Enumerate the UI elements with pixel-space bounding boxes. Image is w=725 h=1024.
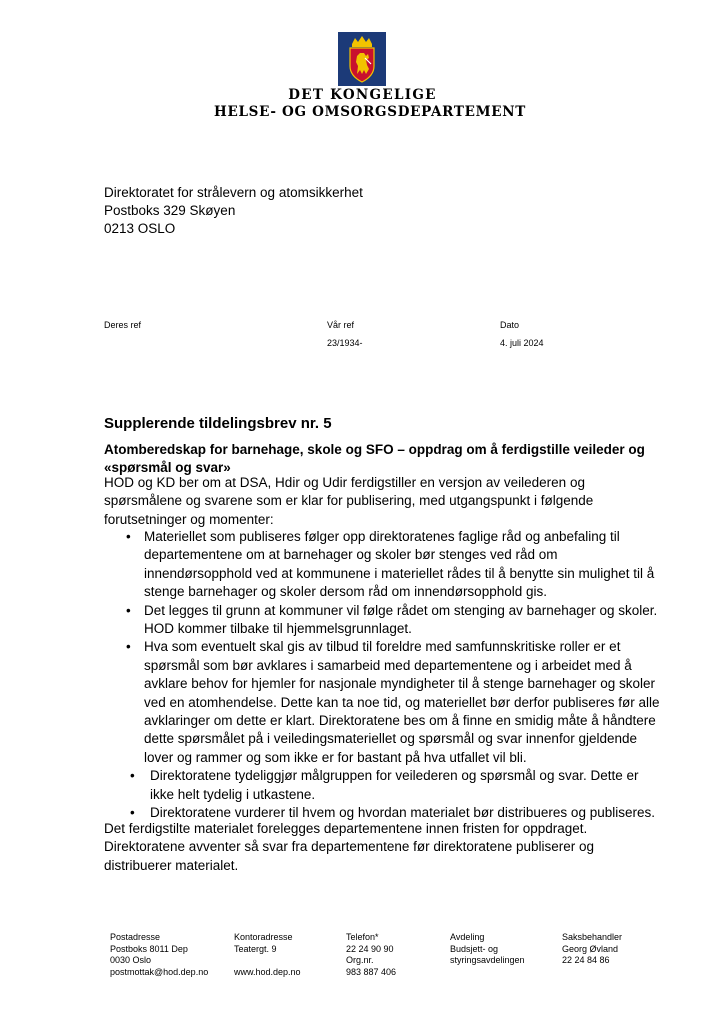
footer-label: Telefon* [346,932,379,942]
recipient-name: Direktoratet for strålevern og atomsikkerhet [104,185,363,200]
footer-case-officer: Saksbehandler Georg Øvland 22 24 84 86 [562,932,623,965]
footer-label: Avdeling [450,932,485,942]
footer-label: Saksbehandler [562,932,623,942]
list-item: • Direktoratene tydeliggjør målgruppen for veilederen og spørsmål og svar. Dette er ikke helt tydelig i utkastene. [104,767,664,804]
recipient-postbox: Postboks 329 Skøyen [104,203,236,218]
recipient-postcode: 0213 OSLO [104,221,176,236]
letter-title: Supplerende tildelingsbrev nr. 5 [104,415,332,432]
your-ref-label: Deres ref [104,320,142,330]
footer-phone: Telefon* 22 24 90 90 Org.nr. 983 887 406 [346,932,397,977]
footer-label: Kontoradresse [234,932,293,942]
letter-closing: Det ferdigstilte materialet forelegges departementene innen fristen for oppdraget. Direktoratene avventer så svar fra departementene før direktoratene publiserer og distribuerer materialet. [104,821,595,873]
footer-website: www.hod.dep.no [234,966,301,977]
footer-label: Postadresse [110,932,161,942]
requirements-list [104,528,664,823]
list-item: • Materiellet som publiseres følger opp direktoratenes faglige råd og anbefaling til departementene om at barnehager og skoler bør stenges ved råd om innendørsopphold ved at kommunene i materiellet rådes til å benytte sin mulighet til å stenge barnehager og skoler dersom råd om innendørsopphold gis. [104,528,664,602]
date-value: 4. juli 2024 [500,338,544,348]
list-item: • Direktoratene vurderer til hvem og hvordan materialet bør distribueres og publiseres. [104,804,664,822]
footer-department: Avdeling Budsjett- og styringsavdelingen [450,932,525,965]
our-ref-label: Vår ref [327,320,355,330]
our-ref-value: 23/1934- [327,338,363,348]
footer-email: postmottak@hod.dep.no [110,966,209,977]
norwegian-coat-of-arms-icon [338,32,386,86]
list-item: • Det legges til grunn at kommuner vil følge rådet om stenging av barnehager og skoler. HOD kommer tilbake til hjemmelsgrunnlaget. [104,602,664,639]
letter-subtitle: Atomberedskap for barnehage, skole og SFO – oppdrag om å ferdigstille veileder og «spørsmål og svar» [104,442,645,475]
list-item: • Hva som eventuelt skal gis av tilbud til foreldre med samfunnskritiske roller er et spørsmål som bør avklares i samarbeid med departementene og i arbeidet med å avklare behov for hjemler for nasjonale myndigheter til å stenge barnehager og skoler ved en atomhendelse. Dette kan ta noe tid, og materiellet bør derfor publiseres før alle avklaringer om dette er klart. Direktoratene bes om å finne en smidig måte å håndtere dette spørsmålet på i veiledingsmateriellet og spørsmål og svar innenfor gjeldende lover og rammer og som ikke er for bastant på hva utfallet vil bli. [104,638,664,767]
letter-intro: HOD og KD ber om at DSA, Hdir og Udir ferdigstiller en versjon av veilederen og spørsmålene og svarene som er klar for publisering, med utgangspunkt i følgende forutsetninger og momenter: [104,475,594,527]
date-label: Dato [500,320,520,330]
ministry-name-line1: DET KONGELIGE [288,87,437,103]
ministry-name-line2: HELSE- OG OMSORGSDEPARTEMENT [214,104,527,120]
footer-office-address: Kontoradresse Teatergt. 9 www.hod.dep.no [234,932,301,977]
footer-postal-address: Postadresse Postboks 8011 Dep 0030 Oslo postmottak@hod.dep.no [110,932,209,977]
